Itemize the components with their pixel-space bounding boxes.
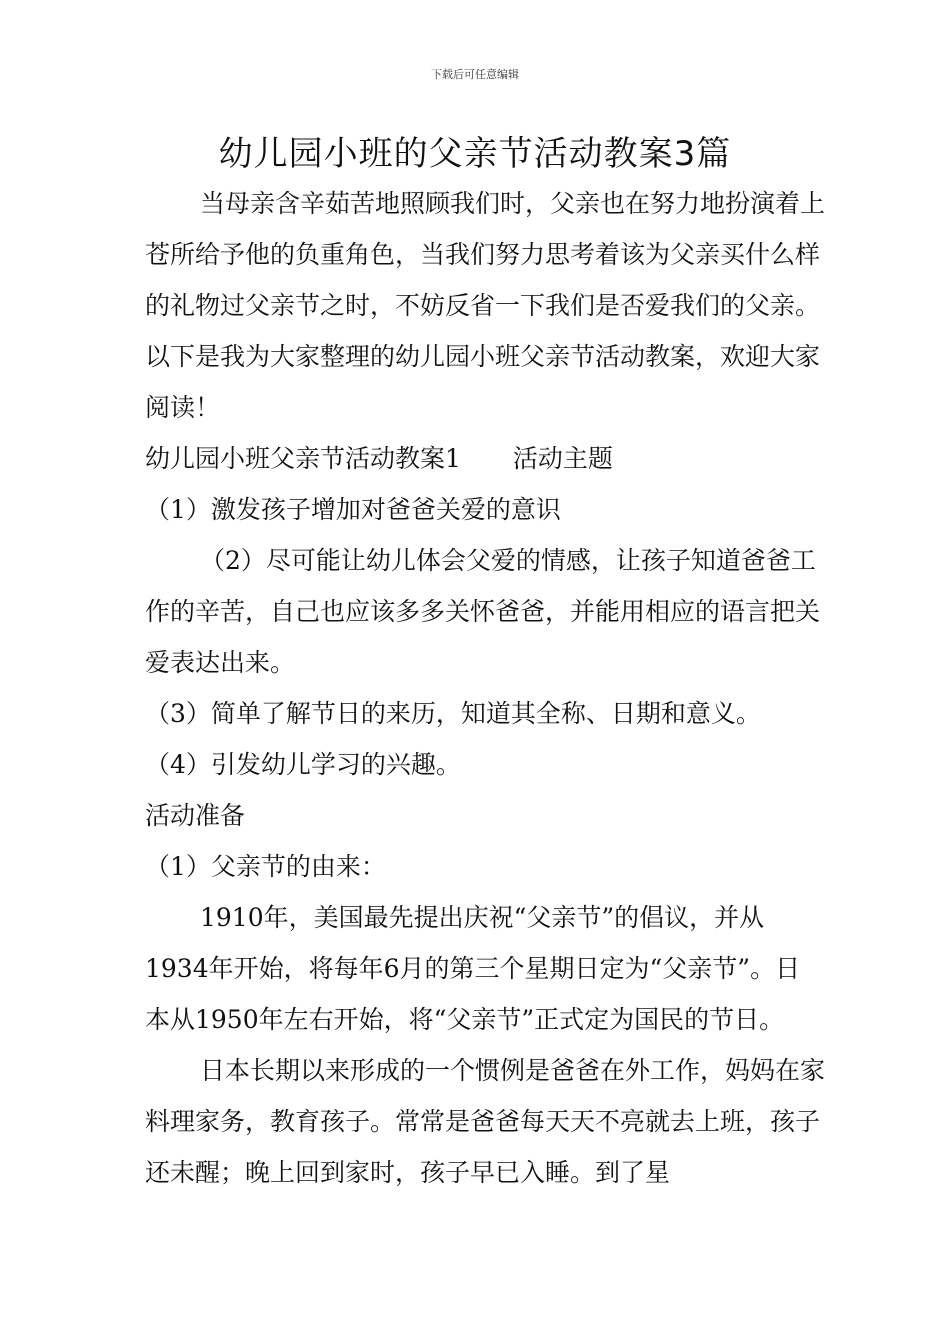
- goal-item-4: （4）引发幼儿学习的兴趣。: [145, 750, 461, 779]
- section-subtitle: 活动主题: [512, 444, 613, 473]
- section-title: 幼儿园小班父亲节活动教案1: [145, 444, 461, 473]
- intro-paragraph: 当母亲含辛茹苦地照顾我们时，父亲也在努力地扮演着上苍所给予他的负重角色，当我们努力思考着该为父亲买什么样的礼物过父亲节之时，不妨反省一下我们是否爱我们的父亲。以下是我为大家整理的幼儿园小班父亲节活动教案，欢迎大家阅读！: [145, 189, 826, 422]
- goal-item-2: （2）尽可能让幼儿体会父爱的情感，让孩子知道爸爸工作的辛苦，自己也应该多多关怀爸爸，并能用相应的语言把关爱表达出来。: [145, 546, 821, 677]
- japan-paragraph: 日本长期以来形成的一个惯例是爸爸在外工作，妈妈在家料理家务，教育孩子。常常是爸爸每天天不亮就去上班，孩子还未醒；晚上回到家时，孩子早已入睡。到了星: [145, 1056, 826, 1187]
- goal-item-3: （3）简单了解节日的来历，知道其全称、日期和意义。: [145, 699, 761, 728]
- prep-heading: 活动准备: [145, 801, 246, 830]
- prep-item: （1）父亲节的由来：: [145, 852, 386, 881]
- document-body: [145, 178, 825, 1198]
- origin-paragraph: 1910年，美国最先提出庆祝“父亲节”的倡议，并从1934年开始，将每年6月的第三个星期日定为“父亲节”。日本从1950年左右开始，将“父亲节”正式定为国民的节日。: [145, 903, 801, 1034]
- document-title: 幼儿园小班的父亲节活动教案3篇: [218, 134, 732, 174]
- goal-item-1: （1）激发孩子增加对爸爸关爱的意识: [145, 495, 561, 524]
- section-heading-line: [145, 433, 825, 484]
- header-note: 下载后可任意编辑: [431, 68, 519, 81]
